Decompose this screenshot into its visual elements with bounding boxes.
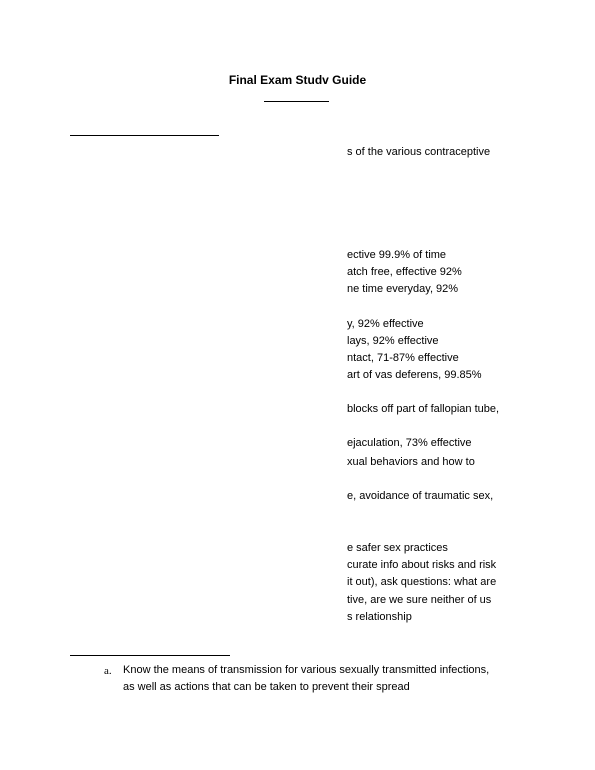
text-fragment: ejaculation, 73% effective [347, 437, 472, 449]
text-fragment: s relationship [347, 611, 412, 623]
text-fragment: lays, 92% effective [347, 335, 439, 347]
text-fragment: ective 99.9% of time [347, 249, 447, 261]
text-fragment: art of vas deferens, 99.85% [347, 369, 482, 381]
list-item-line: as well as actions that can be taken to prevent their spread [123, 681, 410, 693]
text-fragment: ntact, 71-87% effective [347, 352, 459, 364]
text-fragment: y, 92% effective [347, 318, 424, 330]
text-fragment: it out), ask questions: what are [347, 576, 497, 588]
text-fragment: xual behaviors and how to [347, 456, 475, 468]
text-fragment: blocks off part of fallopian tube, [347, 403, 500, 415]
list-marker: a. [104, 665, 112, 677]
text-fragment: s of the various contraceptive [347, 146, 491, 158]
section-rule-top [70, 135, 219, 136]
text-fragment: ne time everyday, 92% [347, 283, 459, 295]
title-underline [264, 101, 329, 102]
text-fragment: tive, are we sure neither of us [347, 594, 492, 606]
list-item-line: Know the means of transmission for various sexually transmitted infections, [123, 664, 490, 676]
text-fragment: curate info about risks and risk [347, 559, 497, 571]
section-rule-bottom [70, 655, 230, 656]
page-title: Final Exam Studv Guide [228, 73, 367, 87]
text-fragment: atch free, effective 92% [347, 266, 462, 278]
text-fragment: e, avoidance of traumatic sex, [347, 490, 494, 502]
text-fragment: e safer sex practices [347, 542, 448, 554]
